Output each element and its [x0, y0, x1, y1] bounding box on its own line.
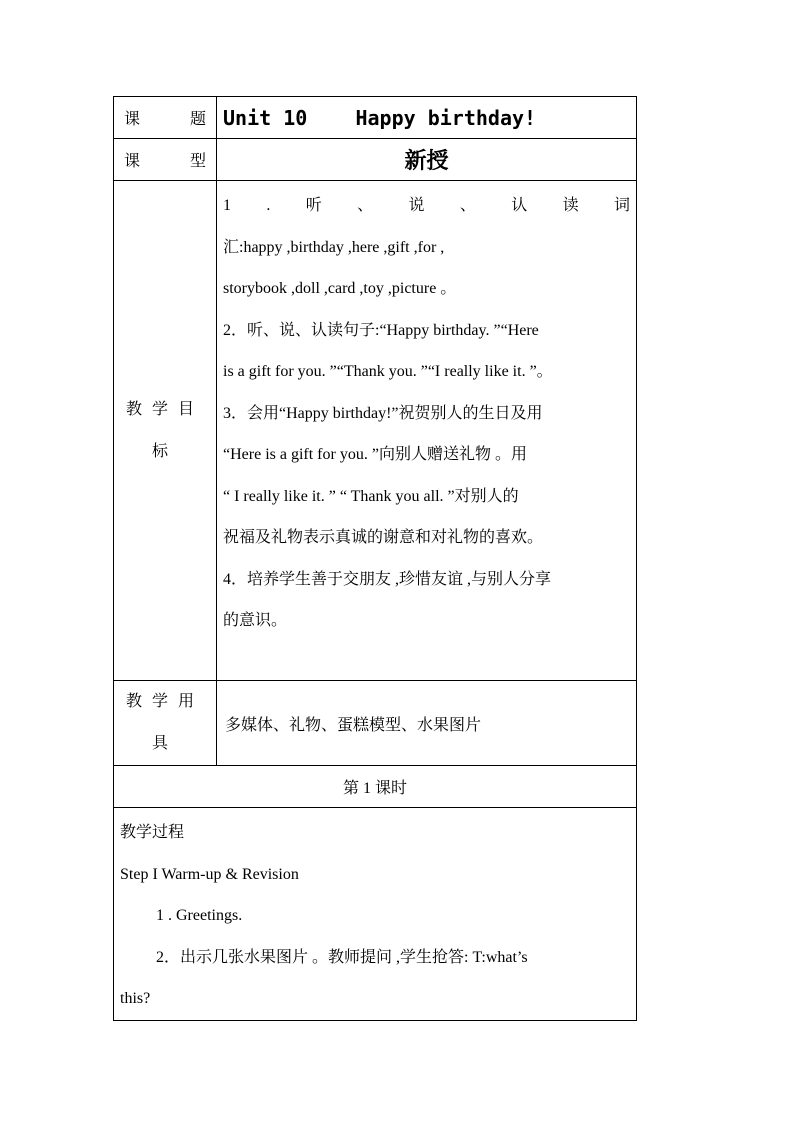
objective-line: 2．听、说、认读句子:“Happy birthday. ”“Here — [223, 321, 539, 339]
objective-line: “ I really like it. ” “ Thank you all. ”对别人的 — [223, 487, 519, 505]
lesson-type: 新授 — [217, 139, 637, 181]
lesson-title: Unit 10 Happy birthday! — [217, 97, 637, 139]
objectives-row — [114, 181, 637, 681]
objective-line: 4．培养学生善于交朋友 ,珍惜友谊 ,与别人分享 — [223, 570, 552, 588]
objective-line: “Here is a gift for you. ”向别人赠送礼物 。用 — [223, 446, 527, 463]
process-heading: 教学过程 — [120, 824, 185, 841]
objective-line-1-char: 1 — [223, 197, 231, 214]
type-label-right: 型 — [189, 153, 206, 170]
tools-label: 教学用具 — [125, 693, 204, 752]
topic-label-right: 题 — [189, 111, 206, 128]
session-row — [114, 766, 637, 808]
topic-label-left: 课 — [124, 111, 141, 128]
tools-value: 多媒体、礼物、蛋糕模型、水果图片 — [217, 681, 637, 766]
process-row — [114, 808, 637, 1021]
objective-line-1-char: 说 — [408, 197, 425, 214]
objectives-label: 教学目标 — [125, 400, 204, 460]
process-step: Step I Warm-up & Revision — [120, 865, 299, 883]
tools-label-cell — [114, 681, 217, 766]
topic-label-cell — [114, 97, 217, 139]
type-label-cell — [114, 139, 217, 181]
objective-line-1-char: . — [266, 197, 271, 214]
objective-line-1-char: 、 — [357, 197, 374, 214]
objective-line-1-char: 、 — [459, 197, 476, 214]
type-label-left: 课 — [124, 153, 141, 170]
objective-line-1-char: 读 — [562, 197, 579, 214]
objective-line: 祝福及礼物表示真诚的谢意和对礼物的喜欢。 — [223, 529, 544, 546]
objective-line: storybook ,doll ,card ,toy ,picture 。 — [223, 280, 457, 297]
type-row — [114, 139, 637, 181]
objective-line-1 — [223, 185, 636, 227]
objective-line: 3．会用“Happy birthday!”祝贺别人的生日及用 — [223, 404, 543, 422]
process-item: 1 . Greetings. — [156, 907, 243, 924]
tools-row — [114, 681, 637, 766]
objective-line-1-char: 词 — [613, 197, 630, 214]
objectives-content — [217, 181, 637, 681]
objective-line-1-char: 听 — [305, 197, 322, 214]
process-content — [114, 808, 637, 1021]
topic-row — [114, 97, 637, 139]
objectives-label-cell — [114, 181, 217, 681]
lesson-plan-table — [113, 96, 637, 1021]
process-item: 2．出示几张水果图片 。教师提问 ,学生抢答: T:what’s — [156, 948, 528, 966]
session-title: 第 1 课时 — [114, 766, 637, 808]
objective-line: 的意识。 — [223, 612, 288, 629]
objective-line: 汇:happy ,birthday ,here ,gift ,for , — [223, 238, 445, 256]
process-continuation: this? — [120, 990, 151, 1007]
objective-line: is a gift for you. ”“Thank you. ”“I really like it. ”。 — [223, 363, 553, 380]
objective-line-1-char: 认 — [511, 197, 528, 214]
